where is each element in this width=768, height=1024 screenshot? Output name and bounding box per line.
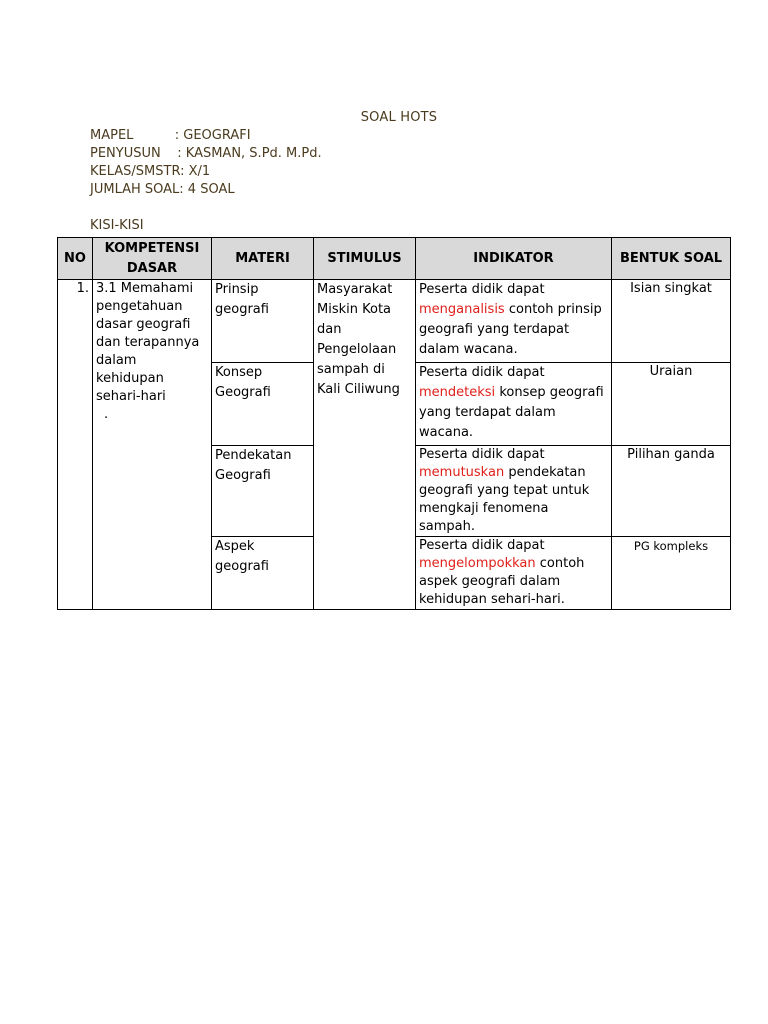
indikator-verb: mengelompokkan bbox=[419, 556, 536, 571]
cell-bentuk-soal: PG kompleks bbox=[612, 537, 731, 610]
cell-indikator bbox=[416, 363, 612, 446]
meta-jumlah-soal: JUMLAH SOAL: 4 SOAL bbox=[90, 182, 235, 197]
indikator-suffix: pendekatan geografi yang tepat untuk mengkaji fenomena sampah. bbox=[419, 465, 590, 534]
indikator-verb: memutuskan bbox=[419, 465, 505, 480]
indikator-prefix: Peserta didik dapat bbox=[419, 538, 545, 553]
kompetensi-dasar-text: 3.1 Memahami pengetahuan dasar geografi dan terapannya dalam kehidupan sehari-hari bbox=[96, 281, 200, 404]
header-materi: MATERI bbox=[212, 238, 314, 280]
kisi-kisi-table bbox=[57, 237, 731, 610]
indikator-verb: mendeteksi bbox=[419, 385, 496, 400]
document-meta bbox=[90, 127, 322, 199]
indikator-prefix: Peserta didik dapat bbox=[419, 365, 545, 380]
cell-indikator bbox=[416, 446, 612, 537]
cell-bentuk-soal: Isian singkat bbox=[612, 280, 731, 363]
cell-materi: Prinsip geografi bbox=[212, 280, 314, 363]
header-bentuk-soal: BENTUK SOAL bbox=[612, 238, 731, 280]
cell-bentuk-soal: Pilihan ganda bbox=[612, 446, 731, 537]
cell-indikator bbox=[416, 537, 612, 610]
kompetensi-dasar-dot: . bbox=[104, 407, 109, 422]
indikator-suffix: konsep geografi yang terdapat dalam wacana. bbox=[419, 385, 604, 440]
cell-kompetensi-dasar bbox=[93, 280, 212, 610]
indikator-suffix: contoh aspek geografi dalam kehidupan sehari-hari. bbox=[419, 556, 585, 607]
meta-penyusun: PENYUSUN : KASMAN, S.Pd. M.Pd. bbox=[90, 146, 322, 161]
meta-kelas: KELAS/SMSTR: X/1 bbox=[90, 164, 211, 179]
indikator-verb: menganalisis bbox=[419, 302, 505, 317]
table-header-row bbox=[58, 238, 731, 280]
indikator-prefix: Peserta didik dapat bbox=[419, 447, 545, 462]
header-no: NO bbox=[58, 238, 93, 280]
cell-indikator bbox=[416, 280, 612, 363]
meta-mapel: MAPEL : GEOGRAFI bbox=[90, 128, 251, 143]
cell-bentuk-soal: Uraian bbox=[612, 363, 731, 446]
section-label-kisi-kisi: KISI-KISI bbox=[90, 218, 144, 233]
header-indikator: INDIKATOR bbox=[416, 238, 612, 280]
cell-materi: Konsep Geografi bbox=[212, 363, 314, 446]
table-row bbox=[58, 280, 731, 363]
header-stimulus: STIMULUS bbox=[314, 238, 416, 280]
indikator-prefix: Peserta didik dapat bbox=[419, 282, 545, 297]
cell-materi: Pendekatan Geografi bbox=[212, 446, 314, 537]
cell-no: 1. bbox=[58, 280, 93, 610]
cell-stimulus: Masyarakat Miskin Kota dan Pengelolaan sampah di Kali Ciliwung bbox=[314, 280, 416, 610]
cell-materi: Aspek geografi bbox=[212, 537, 314, 610]
header-kompetensi-dasar: KOMPETENSI DASAR bbox=[93, 238, 212, 280]
indikator-suffix: contoh prinsip geografi yang terdapat dalam wacana. bbox=[419, 302, 602, 357]
document-title: SOAL HOTS bbox=[360, 110, 438, 125]
